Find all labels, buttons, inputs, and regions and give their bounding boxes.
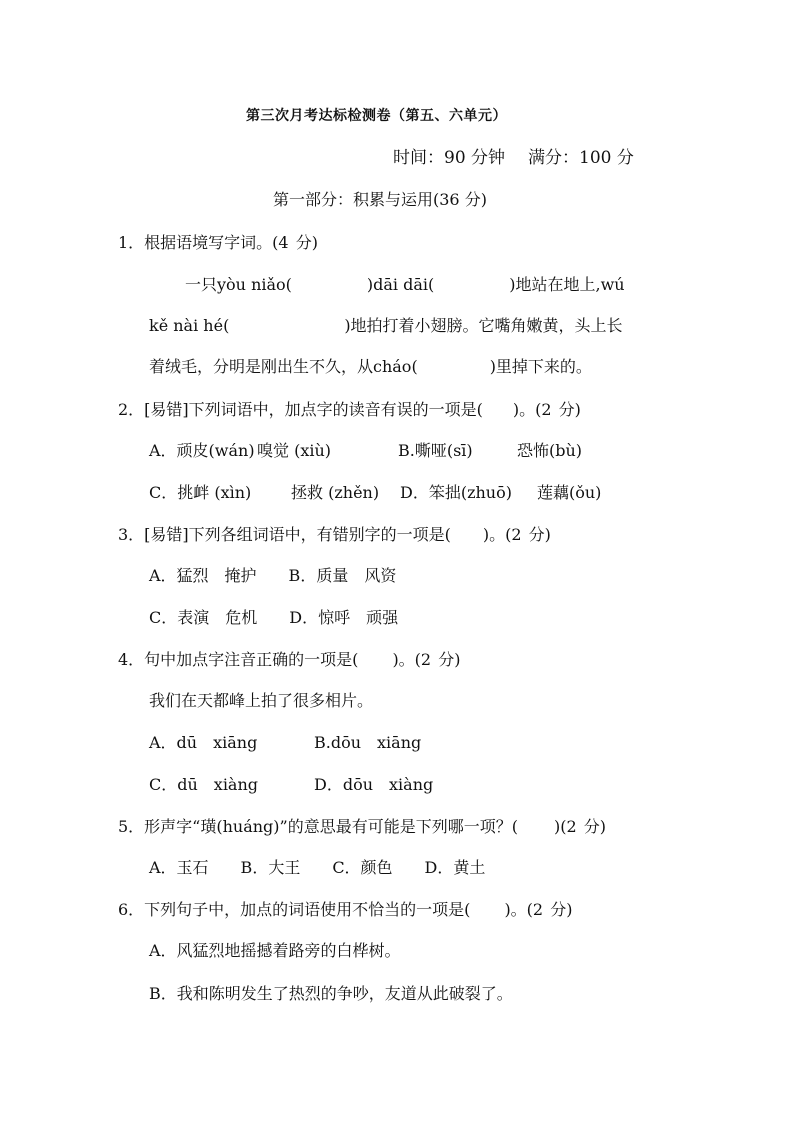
q1-text-e: )地拍打着小翅膀。它嘴角嫩黄，头上长: [344, 316, 623, 335]
q2-option-d2: 莲藕(ǒu): [537, 483, 602, 502]
q6-stem-a: 6．下列句子中，加点的词语使用不恰当的一项是(: [118, 900, 471, 919]
q1-line3: [149, 357, 592, 377]
q6-stem-b: )。(2 分): [504, 900, 573, 919]
exam-title: 第三次月考达标检测卷（第五、六单元）: [246, 108, 507, 124]
q4-option-d: D．dōu xiàng: [314, 775, 434, 794]
q4-option-c: C．dū xiàng: [149, 775, 259, 794]
q4-option-a: A．dū xiāng: [149, 733, 258, 752]
q3-stem-b: )。(2 分): [482, 525, 551, 544]
q2-option-b2: 恐怖(bù): [517, 441, 583, 460]
q4-stem: [118, 650, 460, 670]
q2-option-b1: B.嘶哑(sī): [398, 441, 473, 460]
q4-stem-a: 4．句中加点字注音正确的一项是(: [118, 650, 359, 669]
q2-option-d1: D．笨拙(zhuō): [400, 483, 512, 502]
q1-text-b: )dāi dāi(: [366, 275, 435, 294]
q4-stem-b: )。(2 分): [392, 650, 461, 669]
q2-stem-a: 2．[易错]下列词语中，加点字的读音有误的一项是(: [118, 400, 483, 419]
q6-option-a: A．风猛烈地摇撼着路旁的白桦树。: [149, 941, 401, 960]
q2-option-a2: 嗅觉 (xiù): [257, 441, 332, 460]
q4-sentence: 我们在天都峰上拍了很多相片。: [149, 691, 374, 710]
q3-stem: [118, 525, 551, 545]
q2-option-c2: 拯救 (zhěn): [291, 483, 380, 502]
q5-stem-b: )(2 分): [553, 817, 606, 836]
q2-stem: [118, 400, 581, 420]
q1-line2: [149, 316, 623, 336]
exam-score: 满分：100 分: [528, 148, 634, 168]
q2-option-a1: A．顽皮(wán): [149, 441, 255, 460]
q3-stem-a: 3．[易错]下列各组词语中，有错别字的一项是(: [118, 525, 451, 544]
q3-options-row2: C．表演 危机 D．惊呼 顽强: [149, 608, 399, 627]
q1-text-c: )地站在地上,wú: [509, 275, 625, 294]
q5-options: A．玉石 B．大王 C．颜色 D．黄土: [149, 858, 486, 877]
q1-line1: [185, 275, 625, 295]
q3-options-row1: A．猛烈 掩护 B．质量 风资: [149, 566, 397, 585]
part-one-heading: 第一部分：积累与运用(36 分): [273, 190, 487, 209]
q1-text-d: kě nài hé(: [149, 316, 230, 335]
q6-option-b: B．我和陈明发生了热烈的争吵，友道从此破裂了。: [149, 984, 513, 1003]
q1-text-g: )里掉下来的。: [489, 357, 592, 376]
q1-stem: 1．根据语境写字词。(4 分): [118, 233, 318, 252]
q5-stem: [118, 817, 606, 837]
q2-stem-b: )。(2 分): [512, 400, 581, 419]
q2-option-c1: C．挑衅 (xìn): [149, 483, 252, 502]
exam-time: 时间：90 分钟: [393, 148, 506, 168]
q4-option-b: B.dōu xiāng: [314, 733, 422, 752]
q5-stem-a: 5．形声字“璜(huáng)”的意思最有可能是下列哪一项？(: [118, 817, 518, 836]
q6-stem: [118, 900, 572, 920]
q1-text-f: 着绒毛，分明是刚出生不久，从cháo(: [149, 357, 418, 376]
q1-text-a: 一只yòu niǎo(: [185, 275, 292, 294]
